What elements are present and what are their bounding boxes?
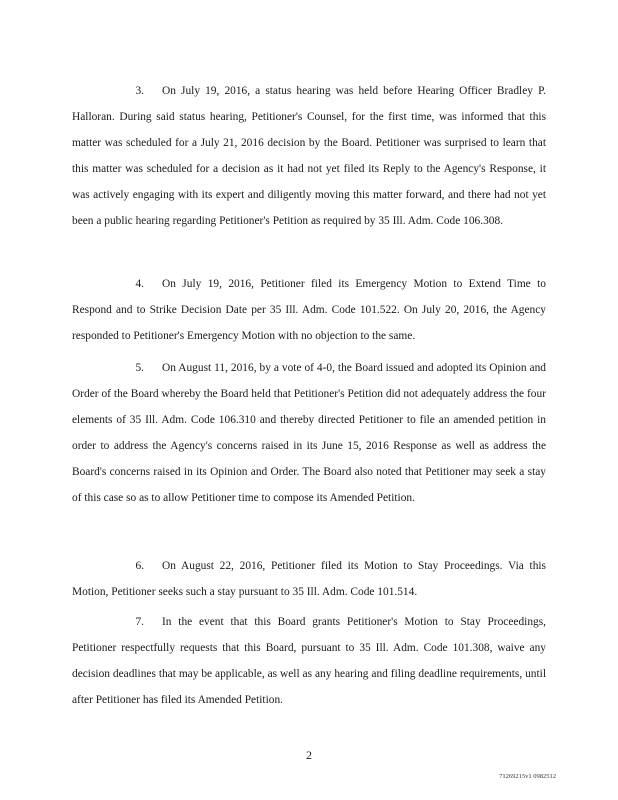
paragraph-7	[72, 609, 546, 713]
paragraph-text: On August 22, 2016, Petitioner filed its Motion to Stay Proceedings. Via this Motion, Petitioner seeks such a stay pursuant to 35 Ill. Adm. Code 101.514.	[72, 560, 546, 599]
document-id: 71269215v1 0982512	[499, 773, 556, 780]
paragraph-text: In the event that this Board grants Petitioner's Motion to Stay Proceedings, Petitioner respectfully requests that this Board, pursuant to 35 Ill. Adm. Code 101.308, waive any decision deadlines that may be applicable, as well as any hearing and filing deadline requirements, until after Petitioner has filed its Amended Petition.	[72, 616, 546, 707]
paragraph-5	[72, 355, 546, 511]
paragraph-4	[72, 271, 546, 349]
paragraph-number: 6.	[135, 560, 144, 573]
paragraph-number: 3.	[135, 85, 144, 98]
paragraph-number: 5.	[135, 362, 144, 375]
paragraph-3	[72, 78, 546, 234]
paragraph-6	[72, 553, 546, 605]
paragraph-text: On July 19, 2016, a status hearing was held before Hearing Officer Bradley P. Halloran. During said status hearing, Petitioner's Counsel, for the first time, was informed that this matter was scheduled for a July 21, 2016 decision by the Board. Petitioner was surprised to learn that this matter was scheduled for a decision as it had not yet filed its Reply to the Agency's Response, it was actively engaging with its expert and diligently moving this matter forward, and there had not yet been a public hearing regarding Petitioner's Petition as required by 35 Ill. Adm. Code 106.308.	[72, 85, 546, 228]
paragraph-number: 4.	[135, 278, 144, 291]
paragraph-text: On August 11, 2016, by a vote of 4-0, the Board issued and adopted its Opinion and Order of the Board whereby the Board held that Petitioner's Petition did not adequately address the four elements of 35 Ill. Adm. Code 106.310 and thereby directed Petitioner to file an amended petition in order to address the Agency's concerns raised in its June 15, 2016 Response as well as address the Board's concerns raised in its Opinion and Order. The Board also noted that Petitioner may seek a stay of this case so as to allow Petitioner time to compose its Amended Petition.	[72, 362, 546, 505]
page-number: 2	[306, 748, 312, 762]
paragraph-text: On July 19, 2016, Petitioner filed its Emergency Motion to Extend Time to Respond and to Strike Decision Date per 35 Ill. Adm. Code 101.522. On July 20, 2016, the Agency responded to Petitioner's Emergency Motion with no objection to the same.	[72, 278, 546, 343]
paragraph-number: 7.	[135, 616, 144, 629]
